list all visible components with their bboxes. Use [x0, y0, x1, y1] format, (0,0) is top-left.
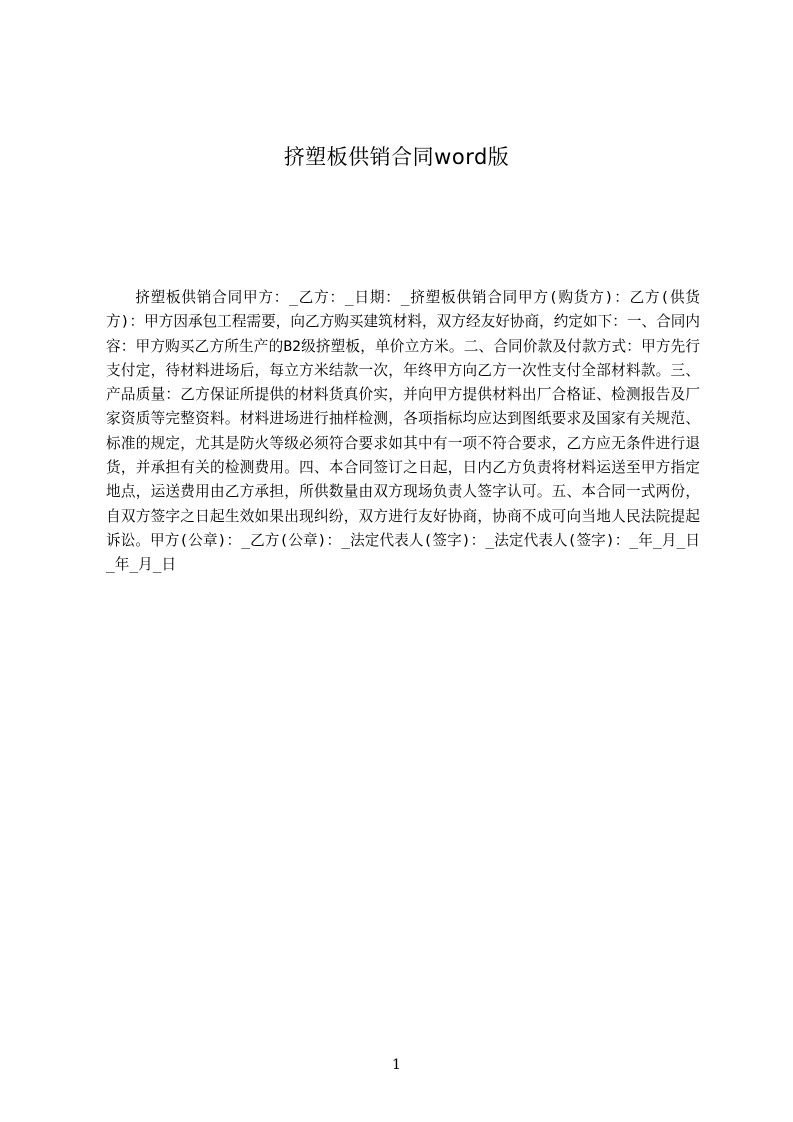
page-number: 1 [392, 1057, 401, 1073]
contract-body-paragraph: 挤塑板供销合同甲方：_乙方：_日期：_挤塑板供销合同甲方(购货方)：乙方(供货方)：甲方因承包工程需要，向乙方购买建筑材料，双方经友好协商，约定如下：一、合同内容：甲方购买乙方所生产的B2级挤塑板，单价立方米。二、合同价款及付款方式：甲方先行支付定，待材料进场后，每立方米结款一次，年终甲方向乙方一次性支付全部材料款。三、产品质量：乙方保证所提供的材料货真价实，并向甲方提供材料出厂合格证、检测报告及厂家资质等完整资料。材料进场进行抽样检测，各项指标均应达到图纸要求及国家有关规范、标准的规定，尤其是防火等级必须符合要求如其中有一项不符合要求，乙方应无条件进行退货，并承担有关的检测费用。四、本合同签订之日起，日内乙方负责将材料运送至甲方指定地点，运送费用由乙方承担，所供数量由双方现场负责人签字认可。五、本合同一式两份，自双方签字之日起生效如果出现纠纷，双方进行友好协商，协商不成可向当地人民法院提起诉讼。甲方(公章)：_乙方(公章)：_法定代表人(签字)：_法定代表人(签字)：_年_月_日_年_月_日 [106, 289, 700, 574]
document-title: 挤塑板供销合同word版 [283, 145, 510, 169]
